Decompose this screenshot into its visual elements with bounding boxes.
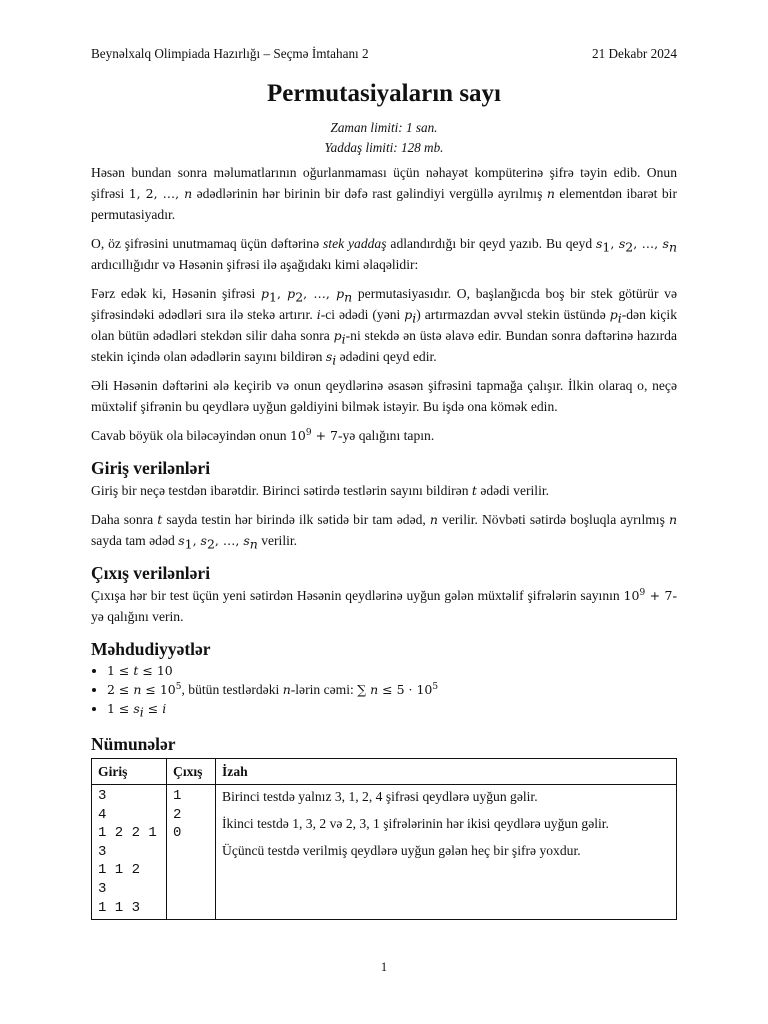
time-limit: Zaman limiti: 1 san. xyxy=(330,120,438,135)
statement-paragraph-4: Əli Həsənin dəftərini ələ keçirib və onun qeydlərinə əsasən şifrəsini tapmağa çalışır. İlkin olaraq o, neçə müxtəlif şifrənin bu qeydlərə uyğun gəldiyini bilmək istəyir. Bu işdə ona kömək edin. xyxy=(91,378,677,414)
header-date: 21 Dekabr 2024 xyxy=(592,46,677,61)
statement-paragraph-5: Cavab böyük ola biləcəyindən onun $10^9$ + 7-yə qalığını tapın. xyxy=(91,427,435,443)
page-number: 1 xyxy=(380,960,388,974)
example-output[interactable]: 1 2 0 xyxy=(167,785,216,920)
header-left: Beynəlxalq Olimpiada Hazırlığı – Seçmə İmtahanı 2 xyxy=(91,46,369,61)
column-header-input: Giriş xyxy=(92,759,167,785)
problem-title: Permutasiyaların sayı xyxy=(266,80,501,107)
table-row xyxy=(92,785,677,920)
input-paragraph-2: Daha sonra t sayda testin hər birində ilk sətidə bir tam ədəd, n verilir. Növbəti sətirdə boşluqla ayrılmış n sayda tam ədəd $s_1$, $s_2$, …, $s_n$ verilir. xyxy=(91,512,677,552)
column-header-explanation: İzah xyxy=(216,759,677,785)
explanation-2: İkinci testdə 1, 3, 2 və 2, 3, 1 şifrələrinin hər ikisi qeydlərə uyğun gəlir. xyxy=(222,816,609,831)
explanation-3: Üçüncü testdə verilmiş qeydlərə uyğun gələn heç bir şifrə yoxdur. xyxy=(222,843,581,858)
limits xyxy=(91,118,677,158)
running-header xyxy=(91,46,677,62)
memory-limit: Yaddaş limiti: 128 mb. xyxy=(324,140,444,155)
constraint-t: • 1 ≤ t ≤ 10 xyxy=(107,661,677,680)
input-heading: Giriş verilənləri xyxy=(91,458,211,478)
constraint-s: • $1 \le s_i \le i$ xyxy=(107,699,677,718)
output-paragraph: Çıxışa hər bir test üçün yeni sətirdən Həsənin qeydlərinə uyğun gələn müxtəlif şifrələrin sayının $10^9$ + 7-yə qalığını verin. xyxy=(91,587,677,624)
constraints-heading: Məhdudiyyətlər xyxy=(91,639,211,659)
constraints-list xyxy=(91,661,677,718)
statement-paragraph-3: Fərz edək ki, Həsənin şifrəsi $p_1$, $p_2$, …, $p_n$ permutasiyasıdır. O, başlanğıcda boş bir stek götürür və şifrəsindəki ədədləri sıra ilə stekə artırır. i-ci ədədi (yəni $p_i$) artırmazdan əvvəl stekin üstündə $p_i$-dən kiçik olan bütün ədədləri stekdən silir daha sonra $p_i-ni$ stekdə ən üstə əlavə edir. Bundan sonra dəftərinə hazırda stekin içində olan ədədlərin sayını bildirən $s_i$ ədədini qeyd edir. xyxy=(91,286,678,368)
constraint-n: • $2 \le n \le 10^5$, bütün testlərdəki n-lərin cəmi: ∑ $n \le 5 \cdot 10^5$ xyxy=(107,680,677,699)
examples-table xyxy=(91,758,677,920)
output-heading: Çıxış verilənləri xyxy=(91,563,211,583)
example-input[interactable]: 3 4 1 2 2 1 3 1 1 2 3 1 1 3 xyxy=(92,785,167,920)
column-header-output: Çıxış xyxy=(167,759,216,785)
statement-body xyxy=(91,162,677,920)
statement-paragraph-1: Həsən bundan sonra məlumatlarının oğurlanmaması üçün nəhayət kompüterinə şifrə təyin edib. Onun şifrəsi 1, 2, …, n ədədlərinin hər birinin bir dəfə rast gəlindiyi vergüllə ayrılmış n elementdən ibarət bir permutasiyadır. xyxy=(91,165,677,222)
statement-paragraph-2: O, öz şifrəsini unutmamaq üçün dəftərinə stek yaddaş adlandırdığı bir qeyd yazıb. Bu qeyd $s_1$, $s_2$, …, $s_n$ ardıcıllığıdır və Həsənin şifrəsi ilə aşağıdakı kimi əlaqəlidir: xyxy=(91,236,678,272)
input-paragraph-1: Giriş bir neçə testdən ibarətdir. Birinci sətirdə testlərin sayını bildirən t ədədi verilir. xyxy=(91,483,550,498)
explanation-1: Birinci testdə yalnız 3, 1, 2, 4 şifrəsi qeydlərə uyğun gəlir. xyxy=(222,789,538,804)
examples-heading: Nümunələr xyxy=(91,734,176,754)
example-explanation xyxy=(216,785,677,920)
